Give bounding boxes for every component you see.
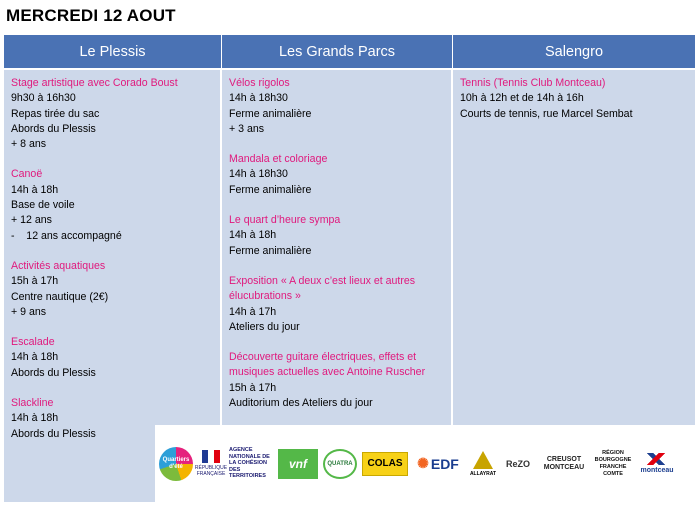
activity-detail: 15h à 17h [11,275,59,288]
activity-title: Exposition « A deux c’est lieux et autres élucubrations » [229,274,416,303]
rezo-label: ReZO [505,458,530,469]
activity-detail: 14h à 18h30 [229,92,288,105]
rezo-logo [503,449,533,479]
activity-detail: + 3 ans [229,122,265,135]
column-header-le-plessis: Le Plessis [4,35,222,68]
anct-logo: AGENCE NATIONALE DE LA COHÉSION DES TERRITOIRES [229,447,270,480]
column-header-salengro: Salengro [453,35,695,68]
activity-title: Escalade [11,336,55,349]
activity-detail: + 8 ans [11,138,47,151]
activity-block [11,335,214,381]
edf-logo [413,455,463,472]
activity-detail: Abords du Plessis [11,366,96,379]
activity-detail: Repas tirée du sac [11,107,100,120]
activity-detail: + 9 ans [11,305,47,318]
page-title: MERCREDI 12 AOUT [6,6,176,25]
activity-detail: Ferme animalière [229,244,312,257]
activity-detail: Ferme animalière [229,107,312,120]
activity-detail: 9h30 à 16h30 [11,92,76,105]
activity-detail: Centre nautique (2€) [11,290,109,303]
activity-title: Stage artistique avec Corado Boust [11,77,178,89]
republique-francaise-logo [194,446,228,482]
partner-logos-strip [155,425,695,502]
activity-block [460,76,689,122]
activity-title: Activités aquatiques [11,259,106,272]
creusot-montceau-logo [538,449,590,479]
activity-block [11,76,214,152]
activity-detail: 14h à 18h [11,183,59,196]
edf-sun-icon: ✺ [417,455,429,471]
activity-detail: 14h à 18h [11,351,59,364]
activity-title: Slackline [11,397,54,410]
activity-detail: - 12 ans accompagné [11,229,122,242]
activity-detail: 15h à 17h [229,381,277,394]
activity-detail: Courts de tennis, rue Marcel Sembat [460,107,633,120]
activity-block [229,76,445,137]
activity-title: Mandala et coloriage [229,153,328,166]
activity-title: Canoë [11,168,43,181]
activity-block [229,350,445,411]
triangle-icon [473,451,493,469]
activity-block [229,213,445,259]
french-flag-icon [202,450,220,463]
allayrat-label: ALLAYRAT [469,470,497,477]
activity-block [229,152,445,198]
montceau-label: montceau [640,467,674,474]
mountain-icon [642,453,672,465]
activity-title: Vélos rigolos [229,77,290,89]
activity-detail: Abords du Plessis [11,122,96,135]
creusot-label: CREUSOT MONTCEAU [543,455,585,471]
activity-detail: 14h à 18h30 [229,168,288,181]
column-header-les-grands-parcs: Les Grands Parcs [222,35,453,68]
activity-block [11,167,214,243]
activity-detail: + 12 ans [11,214,52,227]
vnf-logo: vnf [278,449,318,479]
republique-francaise-label: RÉPUBLIQUE FRANÇAISE [194,465,228,477]
activity-detail: Base de voile [11,199,75,212]
activity-detail: Abords du Plessis [11,427,96,440]
region-bfc-logo: RÉGION BOURGOGNE FRANCHE COMTE [594,449,632,477]
quatra-logo: QUATRA [323,449,357,479]
activity-block [229,274,445,335]
allayrat-logo [468,447,498,481]
activity-detail: 10h à 12h et de 14h à 16h [460,92,584,105]
activity-title: Le quart d’heure sympa [229,214,341,227]
activity-detail: Auditorium des Ateliers du jour [229,397,373,410]
colas-logo: COLAS [362,452,408,476]
activity-detail: Ateliers du jour [229,320,300,333]
montceau-logo [636,447,678,481]
activity-title: Tennis (Tennis Club Montceau) [460,77,606,89]
activity-block [11,259,214,320]
edf-label: EDF [430,455,459,472]
quartiers-ete-logo: Quartiers d'été [159,447,193,481]
activity-title: Découverte guitare électriques, effets et musiques actuelles avec Antoine Ruscher [229,351,426,379]
activity-detail: 14h à 18h [229,229,277,242]
activity-detail: Ferme animalière [229,183,312,196]
activity-detail: 14h à 18h [11,412,59,425]
activity-detail: 14h à 17h [229,305,277,318]
